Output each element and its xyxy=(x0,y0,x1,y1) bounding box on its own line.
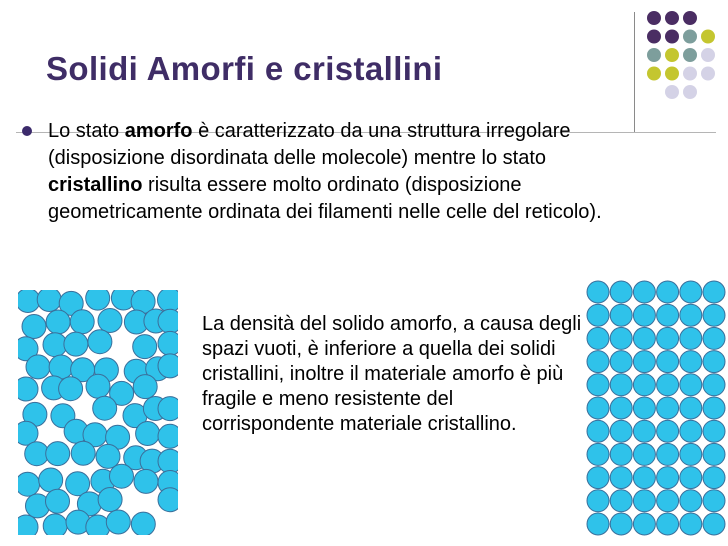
bullet-middle: è caratterizzato da una struttura irregolare (disposizione disordinata delle molecole) mentre lo stato xyxy=(48,120,571,169)
crystal-sphere xyxy=(703,513,725,535)
crystal-sphere xyxy=(657,397,679,419)
crystal-sphere xyxy=(587,467,609,489)
crystal-sphere xyxy=(610,443,632,465)
amorphous-sphere xyxy=(86,290,110,310)
dot-lavender xyxy=(665,85,679,99)
crystal-sphere xyxy=(633,351,655,373)
crystal-sphere xyxy=(587,420,609,442)
crystal-sphere xyxy=(680,467,702,489)
crystal-sphere xyxy=(657,374,679,396)
crystal-sphere xyxy=(657,490,679,512)
vertical-divider xyxy=(634,12,635,132)
term-crystalline: cristallino xyxy=(48,174,143,196)
amorphous-sphere xyxy=(158,290,179,312)
amorphous-sphere xyxy=(93,396,117,420)
amorphous-sphere xyxy=(158,331,178,355)
crystal-sphere xyxy=(703,397,725,419)
crystal-sphere xyxy=(680,374,702,396)
crystal-sphere xyxy=(587,397,609,419)
crystal-sphere xyxy=(680,420,702,442)
amorphous-sphere xyxy=(22,315,46,339)
dot-yellow xyxy=(701,30,715,44)
amorphous-sphere xyxy=(39,468,63,492)
crystal-sphere xyxy=(587,327,609,349)
amorphous-sphere xyxy=(158,488,178,512)
dot-teal xyxy=(683,48,697,62)
crystal-sphere xyxy=(657,467,679,489)
decorative-dot-grid xyxy=(646,10,726,135)
crystal-sphere xyxy=(633,490,655,512)
amorphous-sphere xyxy=(37,290,61,312)
bullet-icon xyxy=(22,126,32,136)
amorphous-sphere xyxy=(18,472,40,496)
dot-purple xyxy=(665,11,679,25)
crystal-sphere xyxy=(657,351,679,373)
crystal-sphere xyxy=(587,351,609,373)
amorphous-sphere xyxy=(158,397,178,421)
dot-purple xyxy=(683,11,697,25)
amorphous-sphere xyxy=(158,424,178,448)
bullet-text xyxy=(48,118,623,226)
crystal-sphere xyxy=(703,443,725,465)
amorphous-sphere xyxy=(25,442,49,466)
crystal-sphere xyxy=(657,420,679,442)
crystal-sphere xyxy=(610,281,632,303)
dot-purple xyxy=(647,11,661,25)
amorphous-sphere xyxy=(98,488,122,512)
term-amorphous: amorfo xyxy=(124,120,193,142)
crystal-sphere xyxy=(657,281,679,303)
crystal-sphere xyxy=(633,304,655,326)
crystal-sphere xyxy=(610,351,632,373)
dot-lavender xyxy=(701,67,715,81)
amorphous-sphere xyxy=(64,332,88,356)
crystal-sphere xyxy=(587,304,609,326)
bullet-intro: Lo stato xyxy=(48,120,125,142)
amorphous-sphere xyxy=(158,354,178,378)
amorphous-sphere xyxy=(110,464,134,488)
crystal-sphere xyxy=(610,420,632,442)
slide-title: Solidi Amorfi e cristallini xyxy=(46,50,443,87)
amorphous-sphere xyxy=(106,510,130,534)
crystal-sphere xyxy=(657,327,679,349)
amorphous-sphere xyxy=(46,489,70,513)
crystal-sphere xyxy=(633,374,655,396)
amorphous-sphere xyxy=(133,375,157,399)
crystal-sphere xyxy=(610,467,632,489)
crystal-sphere xyxy=(633,420,655,442)
crystal-sphere xyxy=(633,513,655,535)
amorphous-sphere xyxy=(49,355,73,379)
amorphous-sphere xyxy=(46,310,70,334)
amorphous-sphere xyxy=(59,377,83,401)
crystal-sphere xyxy=(703,351,725,373)
crystal-sphere xyxy=(703,490,725,512)
amorphous-sphere xyxy=(71,441,95,465)
amorphous-sphere xyxy=(88,330,112,354)
crystal-sphere xyxy=(703,420,725,442)
dot-lavender xyxy=(683,67,697,81)
crystal-sphere xyxy=(703,281,725,303)
crystal-sphere xyxy=(680,490,702,512)
crystal-sphere xyxy=(610,513,632,535)
crystal-sphere xyxy=(587,374,609,396)
crystal-sphere xyxy=(657,304,679,326)
amorphous-sphere xyxy=(131,512,155,535)
crystalline-structure-image xyxy=(586,280,726,542)
crystal-sphere xyxy=(703,304,725,326)
amorphous-sphere xyxy=(18,377,38,401)
amorphous-sphere xyxy=(158,449,178,473)
crystal-sphere xyxy=(703,467,725,489)
crystal-sphere xyxy=(680,397,702,419)
dot-yellow xyxy=(647,67,661,81)
amorphous-sphere xyxy=(26,355,50,379)
amorphous-sphere xyxy=(86,374,110,398)
amorphous-sphere xyxy=(133,335,157,359)
crystal-sphere xyxy=(587,513,609,535)
crystal-sphere xyxy=(633,467,655,489)
crystal-sphere xyxy=(610,327,632,349)
crystal-sphere xyxy=(587,281,609,303)
amorphous-sphere xyxy=(136,422,160,446)
crystal-sphere xyxy=(680,443,702,465)
amorphous-sphere xyxy=(43,333,67,357)
crystal-sphere xyxy=(633,397,655,419)
amorphous-sphere xyxy=(70,310,94,334)
crystal-sphere xyxy=(680,327,702,349)
amorphous-sphere xyxy=(46,442,70,466)
crystal-sphere xyxy=(680,281,702,303)
crystal-sphere xyxy=(587,443,609,465)
density-text: La densità del solido amorfo, a causa degli spazi vuoti, è inferiore a quella dei solidi cristallini, inoltre il materiale amorfo è più fragile e meno resistente del corrispondente materiale cristallino. xyxy=(202,313,582,435)
crystal-sphere xyxy=(657,513,679,535)
dot-purple xyxy=(647,30,661,44)
dot-yellow xyxy=(665,67,679,81)
dot-teal xyxy=(647,48,661,62)
amorphous-sphere xyxy=(98,309,122,333)
dot-purple xyxy=(665,30,679,44)
crystal-sphere xyxy=(703,327,725,349)
crystal-sphere xyxy=(633,327,655,349)
crystal-sphere xyxy=(610,304,632,326)
amorphous-sphere xyxy=(158,309,178,333)
crystal-sphere xyxy=(610,490,632,512)
dot-teal xyxy=(683,30,697,44)
crystal-sphere xyxy=(610,397,632,419)
dot-lavender xyxy=(701,48,715,62)
crystal-sphere xyxy=(610,374,632,396)
crystal-sphere xyxy=(633,443,655,465)
crystal-sphere xyxy=(680,304,702,326)
amorphous-sphere xyxy=(43,514,67,535)
crystal-sphere xyxy=(680,351,702,373)
crystal-sphere xyxy=(680,513,702,535)
amorphous-structure-image xyxy=(18,290,178,535)
crystal-sphere xyxy=(633,281,655,303)
crystal-sphere xyxy=(703,374,725,396)
bullet-end: risulta essere molto ordinato (disposizione geometricamente ordinata dei filamenti nelle celle del reticolo). xyxy=(48,174,602,223)
crystal-sphere xyxy=(657,443,679,465)
dot-lavender xyxy=(683,85,697,99)
dot-yellow xyxy=(665,48,679,62)
crystal-sphere xyxy=(587,490,609,512)
amorphous-sphere xyxy=(18,290,40,313)
amorphous-sphere xyxy=(134,469,158,493)
